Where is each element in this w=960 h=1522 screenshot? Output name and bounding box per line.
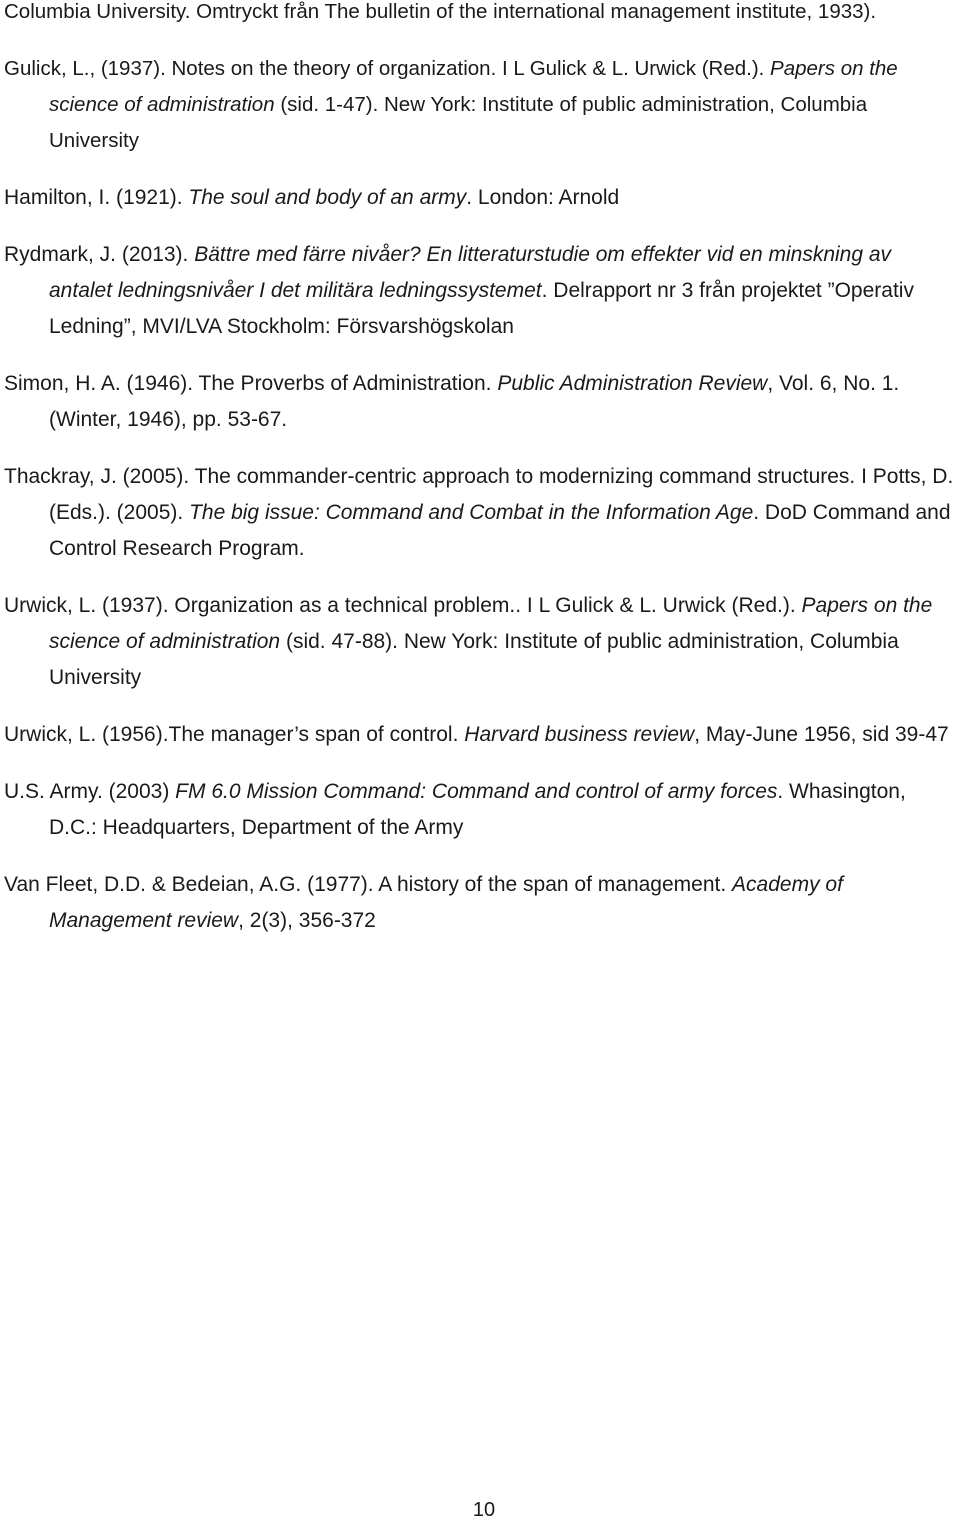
reference-list: [4, 0, 956, 960]
reference-urwick-1937: [4, 588, 956, 696]
reference-text: , May-June 1956, sid 39-47: [694, 723, 949, 746]
reference-text: Columbia University. Omtryckt från The bulletin of the international management institute, 1933).: [4, 0, 877, 23]
reference-text: . DoD Command and Control Research Program.: [49, 501, 951, 560]
reference-gulick: [4, 51, 956, 159]
reference-text: Rydmark, J. (2013).: [4, 243, 195, 266]
reference-title: Harvard business review: [464, 723, 695, 746]
reference-text: Urwick, L. (1956).The manager’s span of control.: [4, 723, 465, 746]
reference-us-army: [4, 774, 956, 846]
reference-text: Simon, H. A. (1946). The Proverbs of Administration.: [4, 372, 498, 395]
page-number: 10: [472, 1499, 496, 1521]
reference-text: Urwick, L. (1937). Organization as a technical problem.. I L Gulick & L. Urwick (Red.).: [4, 594, 802, 617]
reference-simon: [4, 366, 956, 438]
reference-continued: [4, 0, 956, 30]
reference-text: Thackray, J. (2005). The commander-centric approach to modernizing command structures. I Potts, D. (Eds.). (2005).: [4, 465, 954, 524]
reference-title: Academy of Management review: [49, 873, 843, 932]
reference-title: FM 6.0 Mission Command: Command and control of army forces: [175, 780, 778, 803]
reference-hamilton: [4, 180, 956, 216]
reference-title: Papers on the science of administration: [49, 57, 898, 116]
reference-text: Gulick, L., (1937). Notes on the theory of organization. I L Gulick & L. Urwick (Red.).: [4, 57, 771, 80]
reference-title: The big issue: Command and Combat in the Information Age: [189, 501, 754, 524]
reference-title: The soul and body of an army: [188, 186, 467, 209]
reference-text: . Whasington, D.C.: Headquarters, Department of the Army: [49, 780, 906, 839]
reference-text: . London: Arnold: [466, 186, 620, 209]
reference-urwick-1956: [4, 717, 956, 753]
reference-text: , 2(3), 356-372: [238, 909, 376, 932]
reference-thackray: [4, 459, 956, 567]
reference-text: (sid. 47-88). New York: Institute of public administration, Columbia University: [49, 630, 899, 689]
reference-title: Bättre med färre nivåer? En litteraturstudie om effekter vid en minskning av antalet ledningsnivåer I det militära ledningssystemet: [49, 243, 892, 302]
reference-rydmark: [4, 237, 956, 345]
reference-text: Van Fleet, D.D. & Bedeian, A.G. (1977). A history of the span of management.: [4, 873, 733, 896]
reference-text: Hamilton, I. (1921).: [4, 186, 189, 209]
reference-text: U.S. Army. (2003): [4, 780, 176, 803]
reference-van-fleet: [4, 867, 956, 939]
reference-text: (sid. 1-47). New York: Institute of public administration, Columbia University: [49, 93, 868, 152]
reference-text: . Delrapport nr 3 från projektet ”Operativ Ledning”, MVI/LVA Stockholm: Försvarshögskolan: [49, 279, 914, 338]
reference-text: , Vol. 6, No. 1. (Winter, 1946), pp. 53-67.: [49, 372, 900, 431]
reference-title: Public Administration Review: [497, 372, 768, 395]
reference-title: Papers on the science of administration: [49, 594, 933, 653]
